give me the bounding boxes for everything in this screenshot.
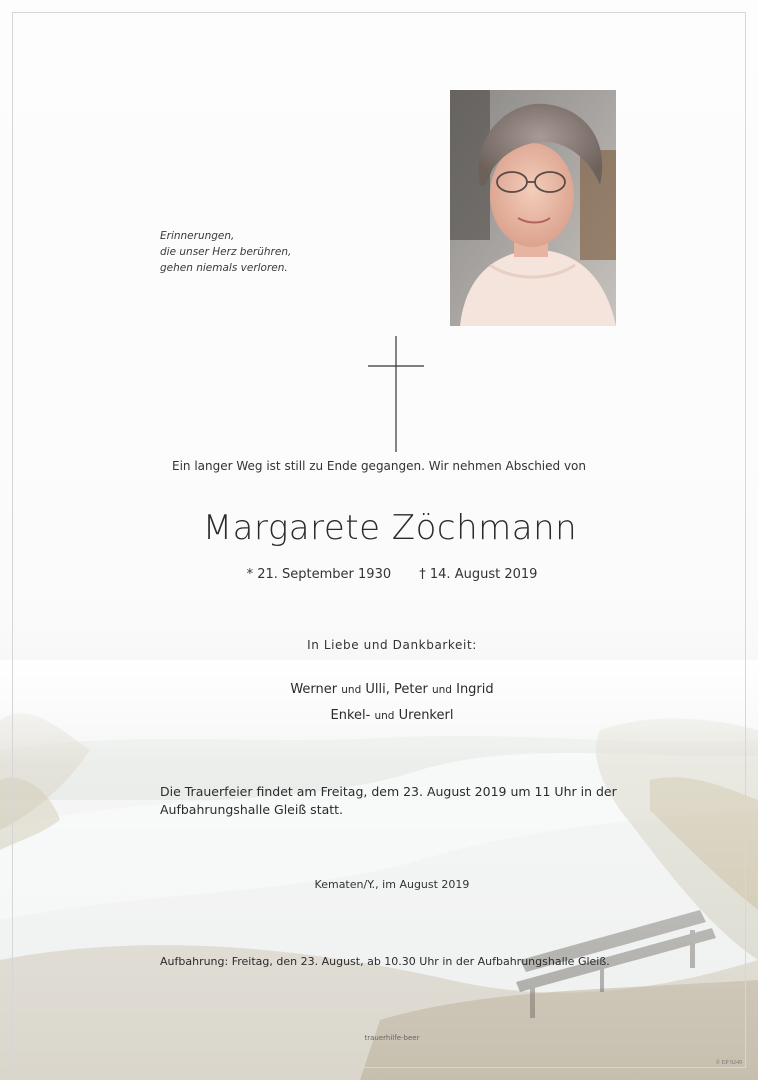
cross-icon [366, 336, 426, 452]
funeral-service-info: Die Trauerfeier findet am Freitag, dem 23. August 2019 um 11 Uhr in der Aufbahrungshalle Gleiß statt. [160, 784, 617, 817]
template-code: © EP 9249 [715, 1060, 742, 1066]
mourners-line [0, 703, 758, 729]
thanks-heading: In Liebe und Dankbarkeit: [307, 638, 477, 652]
portrait-photo [450, 90, 616, 326]
deceased-name: Margarete Zöchmann [202, 508, 578, 548]
conjunction: und [341, 684, 362, 696]
lying-in-state-info: Aufbahrung: Freitag, den 23. August, ab 10.30 Uhr in der Aufbahrungshalle Gleiß. [160, 955, 610, 968]
life-dates [0, 567, 758, 582]
death-date: † 14. August 2019 [419, 567, 538, 582]
mourner-name: Ingrid [456, 682, 494, 697]
conjunction: und [374, 710, 395, 722]
publisher-footer: trauerhilfe-beer [364, 1034, 420, 1042]
conjunction: und [431, 684, 452, 696]
memorial-quote [160, 228, 360, 276]
mourner-name: Werner [290, 682, 338, 697]
quote-line: Erinnerungen, [160, 230, 235, 242]
birth-date: * 21. September 1930 [246, 567, 392, 582]
mourners-line [0, 677, 758, 703]
mourners-list [0, 677, 758, 729]
place-date: Kematen/Y., im August 2019 [314, 878, 470, 891]
mourner-name: Ulli, Peter [365, 682, 428, 697]
quote-line: die unser Herz berühren, [160, 246, 292, 258]
mourner-name: Enkel- [330, 708, 371, 723]
mourner-name: Urenkerl [398, 708, 454, 723]
quote-line: gehen niemals verloren. [160, 262, 288, 274]
intro-text: Ein langer Weg ist still zu Ende gegangen. Wir nehmen Abschied von [171, 459, 586, 473]
